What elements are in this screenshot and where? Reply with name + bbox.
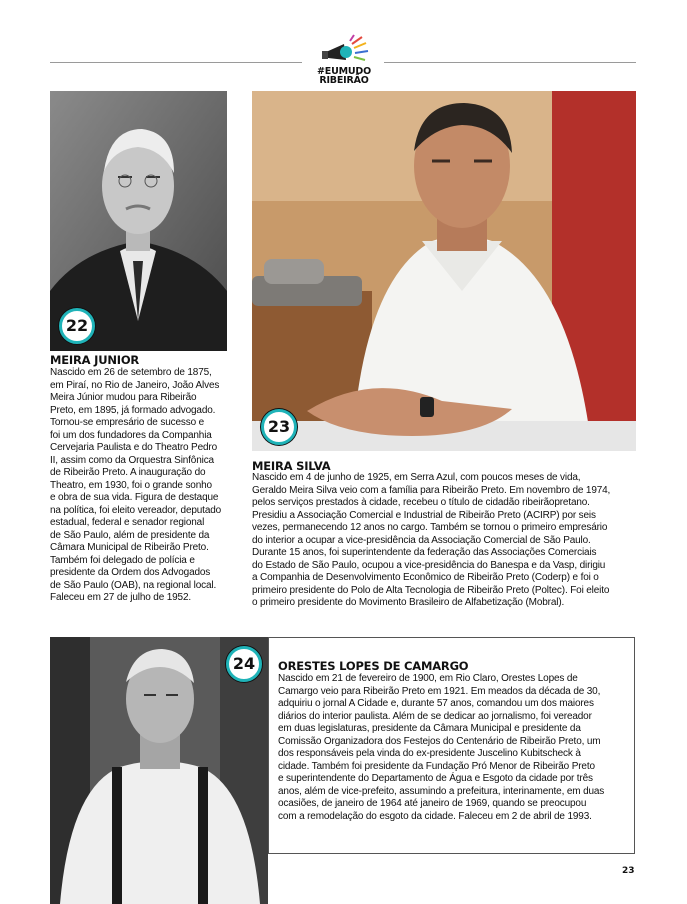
bio-line: adquiriu o jornal A Cidade e, durante 57 anos, comandou um dos maiores xyxy=(278,698,594,709)
bio-line: primeiro presidente do Polo de Alta Tecnologia de Ribeirão Preto (Poltec). Foi eleito xyxy=(252,584,610,596)
bio-line: vezes, permanecendo 12 anos no cargo. Também se tornou o primeiro empresário xyxy=(252,522,608,533)
bio-line: Theatro, em 1930, foi o grande sonho xyxy=(50,479,212,491)
header-rule-right xyxy=(384,62,636,63)
bio-line: Tornou-se empresário de sucesso e xyxy=(50,417,205,428)
bio-line: Câmara Municipal de Ribeirão Preto. xyxy=(50,542,209,553)
eumudo-logo xyxy=(308,34,380,86)
bio-line: Nascido em 21 de fevereiro de 1900, em Rio Claro, Orestes Lopes de xyxy=(278,673,578,684)
bio-line: o primeiro presidente do Movimento Brasileiro de Alfabetização (Mobral). xyxy=(252,597,565,608)
bio-line: foi um dos fundadores da Companhia xyxy=(50,429,212,441)
bio-line: de Ribeirão Preto. A inauguração do xyxy=(50,467,206,478)
profile-name: MEIRA SILVA xyxy=(252,459,331,473)
bio-line: do interior a ocupar a vice-presidência da Associação Comercial de São Paulo. xyxy=(252,534,591,546)
bio-line: Meira Júnior mudou para Ribeirão xyxy=(50,392,197,403)
megaphone-icon xyxy=(318,34,370,66)
profile-bio xyxy=(252,472,636,610)
bio-line: na política, foi eleito vereador, deputado xyxy=(50,504,222,516)
bio-line: presidente da Ordem dos Advogados xyxy=(50,567,211,578)
bio-line: em Piraí, no Rio de Janeiro, João Alves xyxy=(50,379,220,391)
portrait-meira-silva xyxy=(252,91,636,451)
profile-number-badge: 23 xyxy=(261,409,297,445)
profile-number-badge: 24 xyxy=(226,646,262,682)
bio-line: Comissão Organizadora dos Festejos do Centenário de Ribeirão Preto, um xyxy=(278,735,601,747)
bio-line: ocasiões, de janeiro de 1964 até janeiro de 1969, quando se preocupou xyxy=(278,798,587,809)
page-number: 23 xyxy=(622,866,635,876)
profile-bio xyxy=(50,367,240,605)
bio-line: do Estado de São Paulo, ocupou a vice-presidência do Banespa e da Vasp, dirigiu xyxy=(252,559,606,571)
bio-line: Preto, em 1895, já formado advogado. xyxy=(50,404,216,416)
bio-line: e obra de sua vida. Figura de destaque xyxy=(50,492,219,503)
bio-line: Cervejaria Paulista e do Theatro Pedro xyxy=(50,442,217,453)
bio-line: anos, além de vice-prefeito, assumindo a prefeitura, interinamente, em duas xyxy=(278,785,605,797)
bio-line: Camargo veio para Ribeirão Preto em 1921. Em meados da década de 30, xyxy=(278,685,601,697)
bio-line: Durante 15 anos, foi superintendente da federação das Associações Comerciais xyxy=(252,547,597,558)
bio-line: diários do interior paulista. Além de se dedicar ao jornalismo, foi vereador xyxy=(278,710,592,722)
bio-line: com a remodelação do esgoto da cidade. Faleceu em 2 de abril de 1993. xyxy=(278,810,592,822)
profile-name: ORESTES LOPES DE CAMARGO xyxy=(278,659,469,673)
bio-line: Geraldo Meira Silva veio com a família para Ribeirão Preto. Em novembro de 1974, xyxy=(252,484,611,496)
bio-line: e superintendente do Departamento de Água e Esgoto da cidade por três xyxy=(278,773,593,784)
bio-line: de São Paulo, além de presidente da xyxy=(50,529,210,541)
profile-name: MEIRA JUNIOR xyxy=(50,353,140,367)
bio-line: estadual, federal e senador regional xyxy=(50,517,205,528)
bio-line: Presidiu a Associação Comercial e Industrial de Ribeirão Preto (ACIRP) por seis xyxy=(252,509,596,521)
header-rule-left xyxy=(50,62,302,63)
bio-line: pelos serviços prestados à cidade, recebeu o título de cidadão ribeirãopretano. xyxy=(252,497,590,508)
profile-number-badge: 22 xyxy=(59,308,95,344)
bio-line: II, assim como da Orquestra Sinfônica xyxy=(50,454,214,466)
bio-line: de São Paulo (OAB), na regional local. xyxy=(50,579,217,591)
bio-line: em duas legislaturas, presidente da Câmara Municipal e presidente da xyxy=(278,723,581,734)
bio-line: Também foi delegado de polícia e xyxy=(50,554,195,566)
profile-bio xyxy=(278,673,630,823)
bio-line: Nascido em 4 de junho de 1925, em Serra Azul, com poucos meses de vida, xyxy=(252,472,581,483)
logo-line-1: #EUMUDO xyxy=(317,66,371,77)
bio-line: cidade. Também foi presidente da Fundação Pró Menor de Ribeirão Preto xyxy=(278,760,595,772)
bio-line: dos responsáveis pela vinda do ex-presidente Juscelino Kubitscheck à xyxy=(278,748,581,759)
logo-line-2: RIBEIRÃO xyxy=(319,75,369,86)
bio-line: Faleceu em 27 de julho de 1952. xyxy=(50,592,192,603)
bio-line: Nascido em 26 de setembro de 1875, xyxy=(50,367,212,378)
bio-line: a Companhia de Desenvolvimento Econômico de Ribeirão Preto (Coderp) e foi o xyxy=(252,572,599,583)
